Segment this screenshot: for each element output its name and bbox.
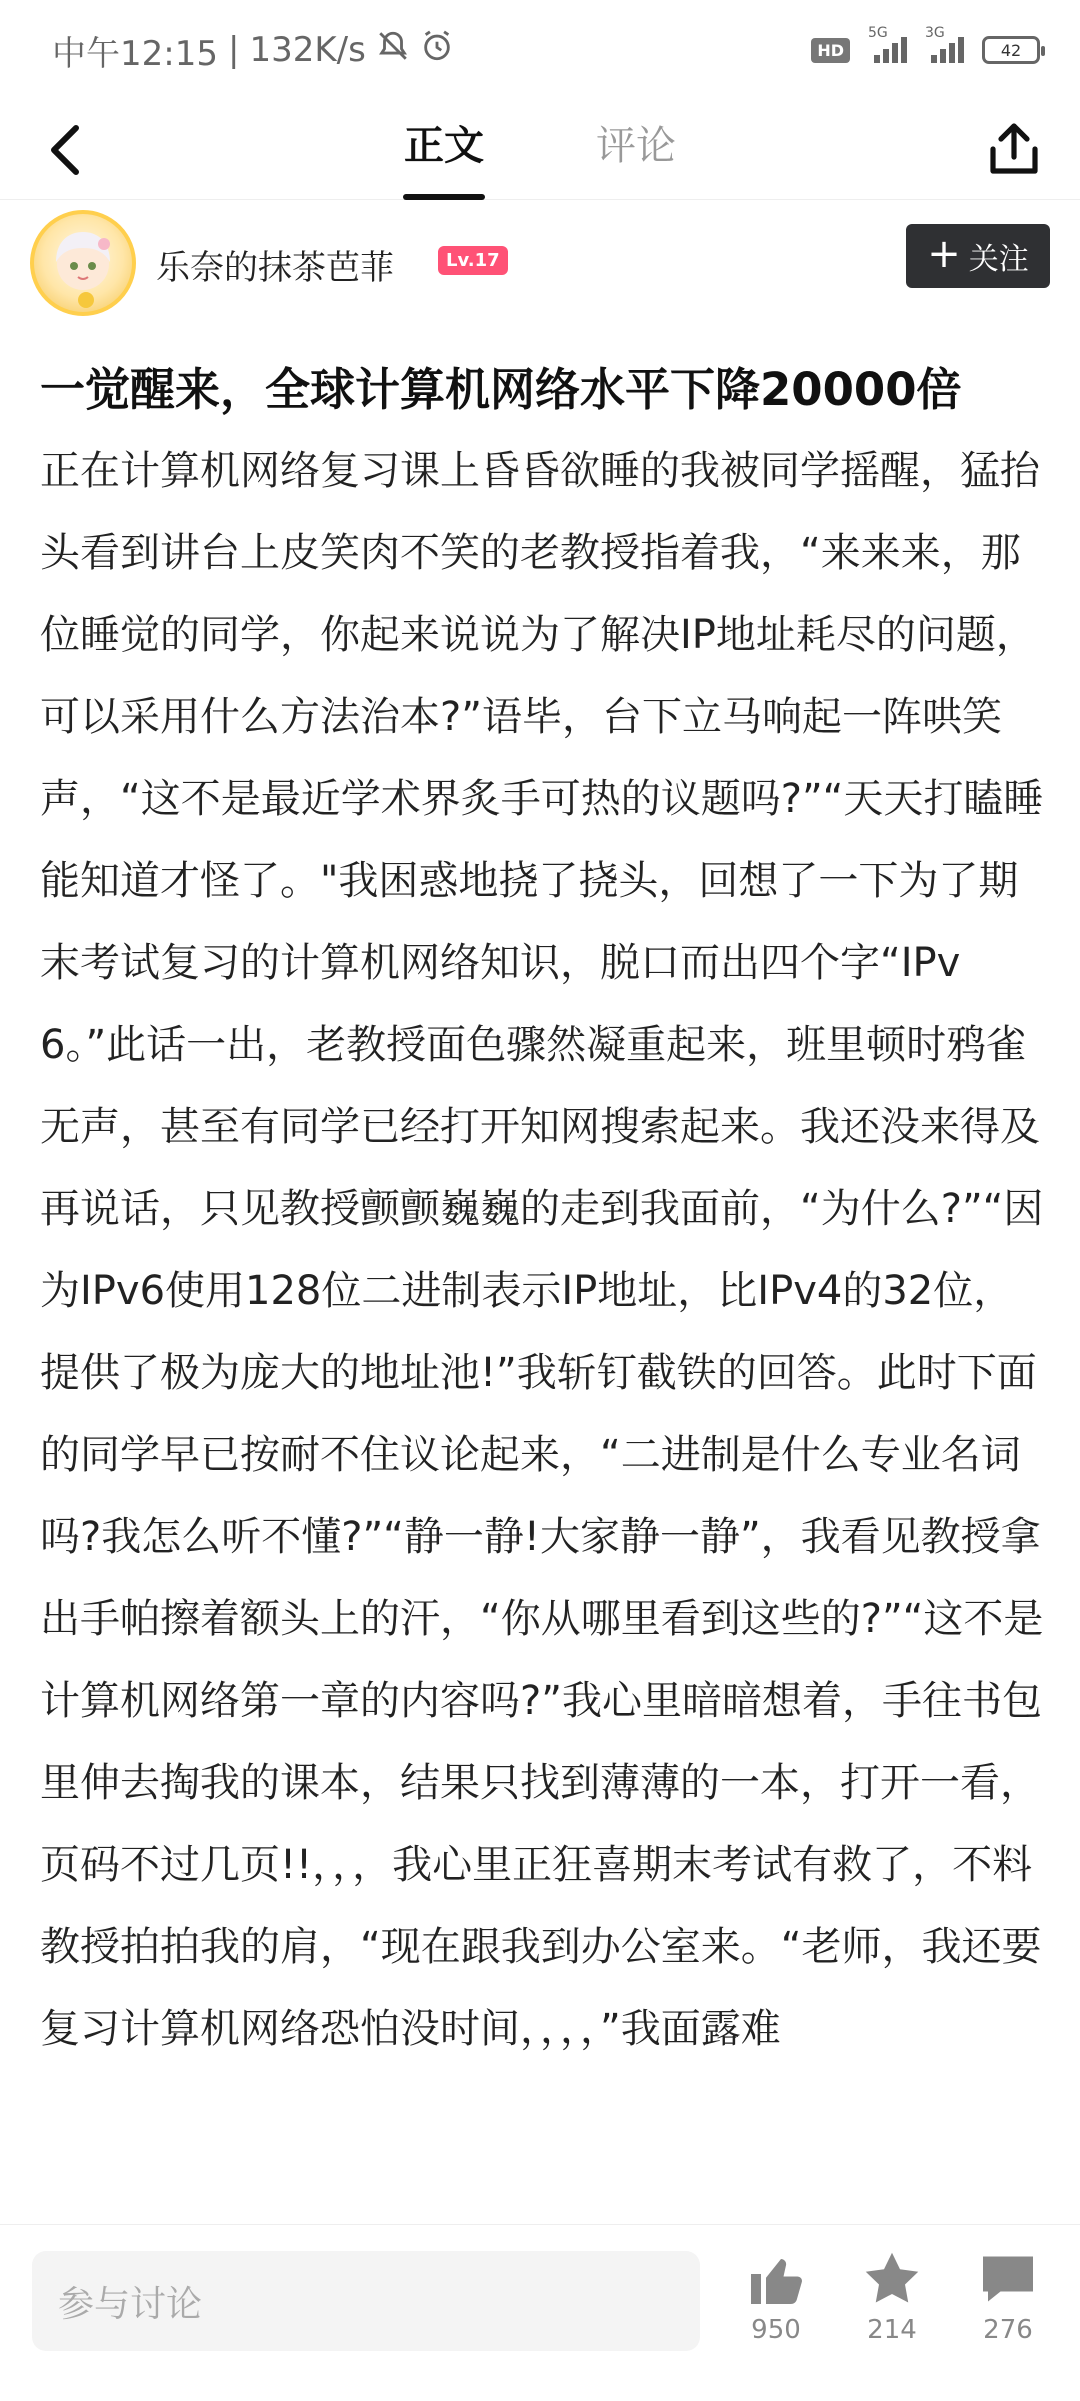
battery-level: 42 bbox=[1000, 40, 1022, 60]
signal-3g-label: 3G bbox=[925, 25, 945, 41]
mute-icon bbox=[376, 29, 410, 72]
signal-5g-label: 5G bbox=[868, 25, 888, 41]
favorite-button[interactable] bbox=[842, 2249, 942, 2345]
status-bar bbox=[0, 0, 1080, 100]
comment-placeholder: 参与讨论 bbox=[58, 2283, 203, 2325]
author-row bbox=[0, 200, 1080, 320]
nav-bar bbox=[0, 100, 1080, 200]
bottom-action-bar bbox=[0, 2224, 1080, 2401]
article-title: 一觉醒来，全球计算机网络水平下降20000倍 bbox=[40, 363, 962, 416]
status-time: 中午12:15 bbox=[52, 33, 218, 74]
share-button[interactable] bbox=[982, 116, 1046, 184]
like-button[interactable] bbox=[726, 2249, 826, 2345]
network-speed: 132K/s bbox=[249, 30, 366, 70]
favorite-count: 214 bbox=[867, 2315, 917, 2345]
like-count: 950 bbox=[751, 2315, 801, 2345]
level-badge: Lv.17 bbox=[438, 246, 508, 275]
tab-bar bbox=[0, 100, 1080, 200]
share-icon bbox=[989, 123, 1039, 177]
follow-button[interactable] bbox=[906, 224, 1050, 288]
comments-button[interactable] bbox=[958, 2249, 1058, 2345]
battery-icon bbox=[982, 36, 1040, 64]
status-separator: | bbox=[227, 30, 240, 70]
author-name[interactable]: 乐奈的抹茶芭菲 bbox=[156, 248, 394, 288]
thumbs-up-icon bbox=[746, 2249, 806, 2309]
article-body: 正在计算机网络复习课上昏昏欲睡的我被同学摇醒，猛抬头看到讲台上皮笑肉不笑的老教授指着我，“来来来，那位睡觉的同学，你起来说说为了解决IP地址耗尽的问题，可以采用什么方法治本?”语毕，台下立马响起一阵哄笑声，“这不是最近学术界炙手可热的议题吗?”“天天打瞌睡能知道才怪了。"我困惑地挠了挠头，回想了一下为了期末考试复习的计算机网络知识，脱口而出四个字“IPv6。”此话一出，老教授面色骤然凝重起来，班里顿时鸦雀无声，甚至有同学已经打开知网搜索起来。我还没来得及再说话，只见教授颤颤巍巍的走到我面前，“为什么?”“因为IPv6使用128位二进制表示IP地址，比IPv4的32位，提供了极为庞大的地址池!”我斩钉截铁的回答。此时下面的同学早已按耐不住议论起来，“二进制是什么专业名词吗?我怎么听不懂?”“静一静!大家静一静”，我看见教授拿出手帕擦着额头上的汗，“你从哪里看到这些的?”“这不是计算机网络第一章的内容吗?”我心里暗暗想着，手往书包里伸去掏我的课本，结果只找到薄薄的一本，打开一看，页码不过几页!!，，，我心里正狂喜期末考试有救了，不料教授拍拍我的肩，“现在跟我到办公室来。“老师，我还要复习计算机网络恐怕没时间，，，，”我面露难 bbox=[40, 448, 1044, 2052]
tab-comments[interactable]: 评论 bbox=[596, 123, 676, 169]
comment-input[interactable] bbox=[32, 2251, 700, 2351]
comment-bubble-icon bbox=[978, 2249, 1038, 2309]
star-icon bbox=[862, 2249, 922, 2309]
avatar-illustration-icon bbox=[34, 214, 132, 312]
follow-label: 关注 bbox=[968, 242, 1029, 277]
signal-5g-icon bbox=[868, 25, 907, 63]
alarm-icon bbox=[420, 29, 454, 72]
plus-icon: + bbox=[927, 231, 961, 277]
hd-badge: HD bbox=[811, 38, 850, 63]
avatar[interactable] bbox=[30, 210, 136, 316]
signal-3g-icon bbox=[925, 25, 964, 63]
comment-count: 276 bbox=[983, 2315, 1033, 2345]
tab-main-text[interactable]: 正文 bbox=[404, 123, 484, 169]
